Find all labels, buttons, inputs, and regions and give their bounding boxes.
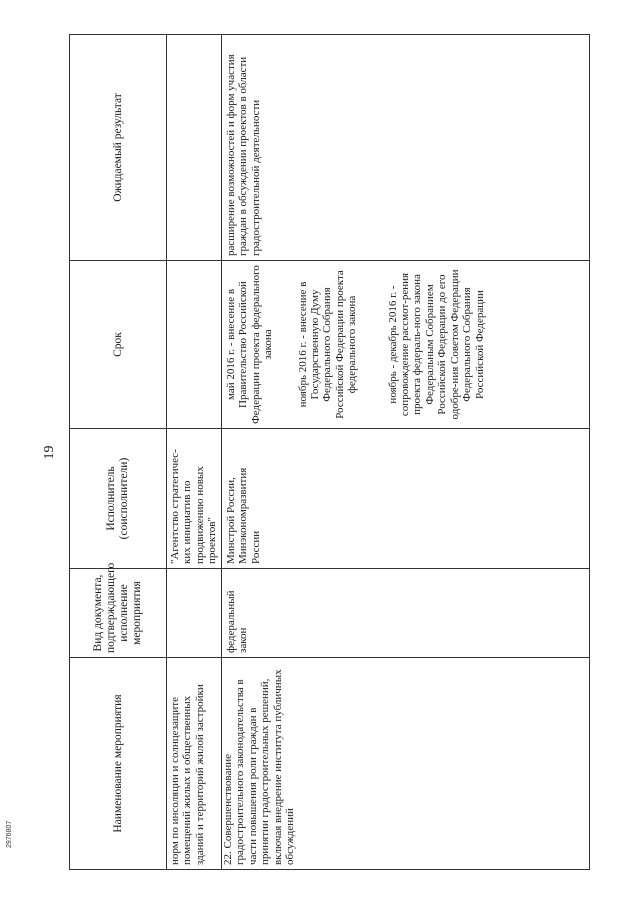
- deadline-stage-3: ноябрь - декабрь 2016 г. - сопровождение рассмот-рения проекта федераль-ного закона Федеральным Собранием Российской Федерации до его одобре-ния Советом Федерации Федерального Собрания Российской Федерации: [386, 269, 486, 420]
- page-number: 19: [42, 445, 57, 460]
- cell-doc-type: [167, 569, 222, 658]
- deadline-stage-2: ноябрь 2016 г. - внесение в Государственную Думу Федерального Собрания Российской Федерации проекта федерального закона: [296, 270, 359, 419]
- table-row-22: [222, 35, 590, 870]
- cell-result: расширение возможностей и форм участия граждан в обсуждении проектов в области градостроительной деятельности: [222, 35, 590, 261]
- measures-table: [69, 34, 590, 870]
- cell-name: 22. Совершенствование градостроительного законодательства в части повышения роли граждан в принятии градостроительных решений, включая внедрение института публичных обсуждений: [222, 658, 590, 870]
- header-deadline: Срок: [70, 261, 167, 429]
- footer-code: 2976807: [6, 820, 13, 848]
- cell-name: норм по инсоляции и солнцезащите помещений жилых и общественных зданий и территорий жилой застройки: [167, 658, 222, 870]
- table-header-row: [70, 35, 167, 870]
- cell-deadline: [167, 261, 222, 429]
- cell-executor: Минстрой России, Минэкономразвития России: [222, 429, 590, 569]
- cell-executor: "Агентство стратегичес-ких инициатив по продвижению новых проектов": [167, 429, 222, 569]
- deadline-stage-1: май 2016 г. - внесение в Правительство Российской Федерации проекта федерального закона: [225, 265, 275, 424]
- header-doc-type: Вид документа, подтверждающего исполнение мероприятия: [70, 569, 167, 658]
- cell-doc-type: федеральный закон: [222, 569, 590, 658]
- header-executor: Исполнитель (соисполнители): [70, 429, 167, 569]
- table-row-continued: [167, 35, 222, 870]
- cell-result: [167, 35, 222, 261]
- cell-deadline: [222, 261, 590, 429]
- rotated-sheet: [32, 35, 607, 870]
- header-name: Наименование мероприятия: [70, 658, 167, 870]
- header-result: Ожидаемый результат: [70, 35, 167, 261]
